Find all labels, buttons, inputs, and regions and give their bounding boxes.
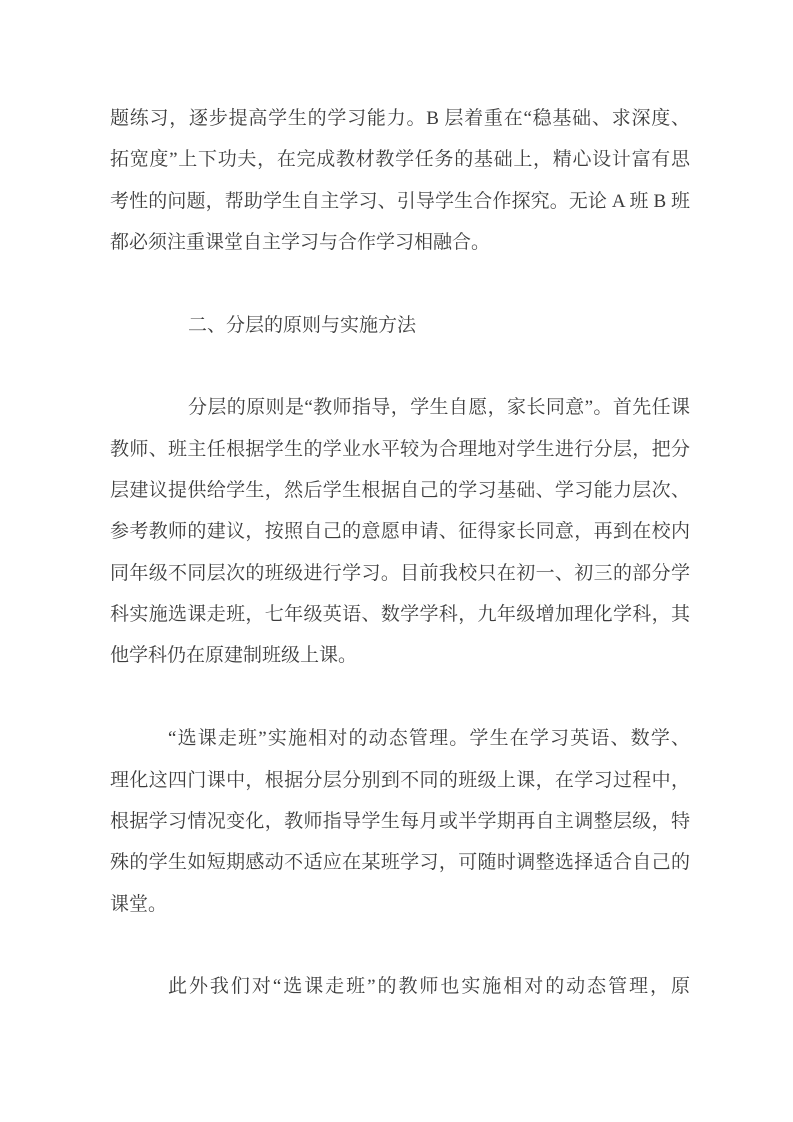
blank-line bbox=[110, 925, 793, 966]
text-line: 科实施选课走班，七年级英语、数学学科，九年级增加理化学科，其 bbox=[110, 604, 690, 626]
blank-line bbox=[110, 677, 793, 718]
text-line: 考性的问题，帮助学生自主学习、引导学生合作探究。无论 A 班 B 班 bbox=[110, 190, 690, 212]
text-line: 参考教师的建议，按照自己的意愿申请、征得家长同意，再到在校内 bbox=[110, 521, 690, 543]
text-line: “选课走班”实施相对的动态管理。学生在学习英语、数学、 bbox=[168, 728, 690, 750]
text-line: 他学科仍在原建制班级上课。 bbox=[110, 645, 358, 667]
text-line: 都必须注重课堂自主学习与合作学习相融合。 bbox=[110, 232, 491, 254]
text-line: 根据学习情况变化，教师指导学生每月或半学期再自主调整层级，特 bbox=[110, 810, 690, 832]
text-line: 此外我们对“选课走班”的教师也实施相对的动态管理，原 bbox=[168, 976, 690, 998]
blank-line bbox=[110, 263, 793, 304]
paragraph bbox=[110, 718, 793, 925]
blank-line bbox=[110, 346, 793, 387]
section-heading: 二、分层的原则与实施方法 bbox=[188, 314, 417, 336]
text-line: 殊的学生如短期感动不适应在某班学习，可随时调整选择适合自己的 bbox=[110, 852, 690, 874]
text-line: 理化这四门课中，根据分层分别到不同的班级上课，在学习过程中， bbox=[110, 769, 690, 791]
text-line: 拓宽度”上下功夫，在完成教材教学任务的基础上，精心设计富有思 bbox=[110, 149, 690, 171]
paragraph bbox=[110, 98, 793, 263]
text-line: 教师、班主任根据学生的学业水平较为合理地对学生进行分层，把分 bbox=[110, 438, 690, 460]
paragraph bbox=[110, 387, 793, 676]
section bbox=[110, 305, 793, 346]
text-line: 同年级不同层次的班级进行学习。目前我校只在初一、初三的部分学 bbox=[110, 562, 690, 584]
text-line: 层建议提供给学生，然后学生根据自己的学习基础、学习能力层次、 bbox=[110, 480, 690, 502]
text-line: 课堂。 bbox=[110, 893, 168, 915]
text-line: 题练习，逐步提高学生的学习能力。B 层着重在“稳基础、求深度、 bbox=[110, 108, 690, 129]
text-line: 分层的原则是“教师指导，学生自愿，家长同意”。首先任课 bbox=[188, 397, 690, 419]
paragraph bbox=[110, 966, 793, 1007]
